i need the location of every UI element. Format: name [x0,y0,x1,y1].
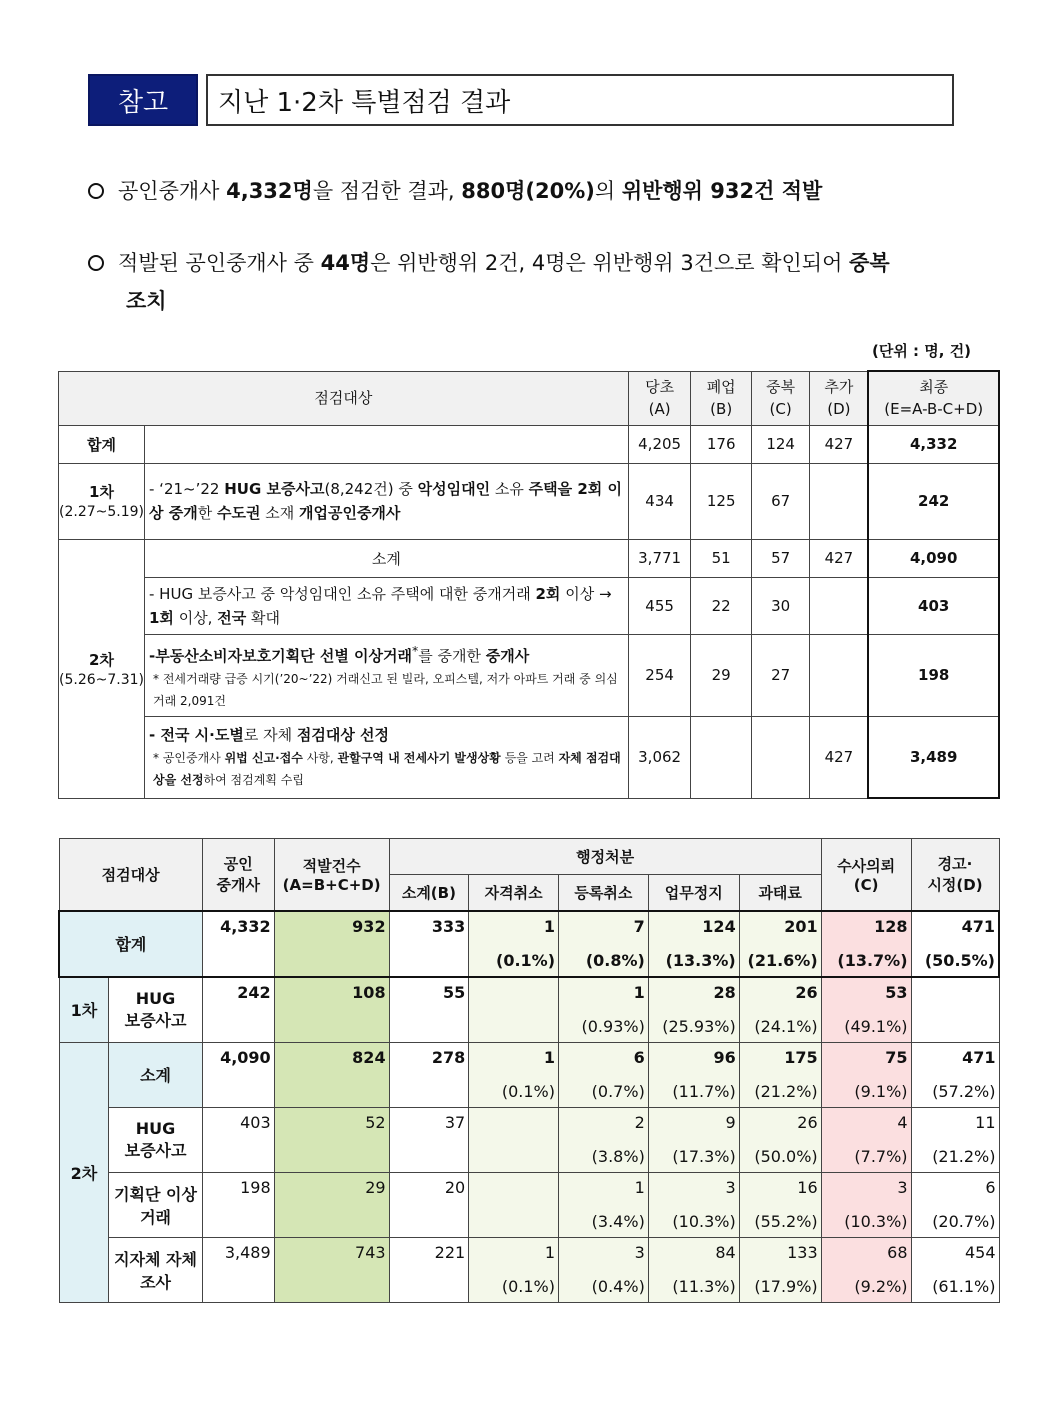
table-row-second-local: - 전국 시·도별로 자체 점검대상 선정 * 공인중개사 위법 신고·접수 사항, 관할구역 내 전세사기 발생상황 등을 고려 자체 점검대상을 선정하여 점검계획 수립 3,062 427 3,489 [59,716,1000,798]
section-header [88,74,954,126]
col-e: 최종 (E=A-B-C+D) [868,371,999,425]
table-row-second-hug: - HUG 보증사고 중 악성임대인 소유 주택에 대한 중개거래 2회 이상 → 1회 이상, 전국 확대 455 22 30 403 [59,577,1000,634]
table2-row-first-hug: 1차 HUG 보증사고 242 108 55 1 (0.93%) 28 (25.93%) 26 (24.1%) 53 (49.1%) [59,977,999,1043]
inspection-result-table [58,838,1000,1303]
col-a: 당초 (A) [628,371,691,425]
section-title: 지난 1·2차 특별점검 결과 [206,74,954,126]
table2-row-second-local: 지자체 자체 조사 3,489 743 221 1 (0.1%) 3 (0.4%) 84 (11.3%) 133 (17.9%) 68 (9.2%) 454 (61.1%) [59,1237,999,1302]
table-row-first: 1차 (2.27~5.19) - ‘21~’22 HUG 보증사고(8,242건) 중 악성임대인 소유 주택을 2회 이상 중개한 수도권 소재 개업공인중개사 434 125 67 242 [59,463,1000,539]
circle-bullet-icon [88,255,104,271]
col-target: 점검대상 [59,371,629,425]
col-c: 중복 (C) [751,371,809,425]
table2-header-row-2: 소계(B) 자격취소 등록취소 업무정지 과태료 [59,875,999,911]
table2-row-total: 합계 4,332 932 333 1 (0.1%) 7 (0.8%) 124 (13.3%) 201 (21.6%) 128 (13.7%) 471 (50.5%) [59,911,999,977]
reference-tag: 참고 [88,74,198,126]
bullet-2: 적발된 공인중개사 중 44명은 위반행위 2건, 4명은 위반행위 3건으로 확인되어 중복 조치 [88,244,968,320]
inspection-target-table [58,370,1000,799]
table2-header-row-1: 점검대상 공인 중개사 적발건수 (A=B+C+D) 행정처분 수사의뢰 (C) 경고· 시정(D) [59,839,999,875]
table2-row-second-hug: HUG 보증사고 403 52 37 2 (3.8%) 9 (17.3%) 26 (50.0%) 4 (7.7%) 11 (21.2%) [59,1107,999,1172]
circle-bullet-icon [88,183,104,199]
table-row-second-subtotal: 2차 (5.26~7.31) 소계 3,771 51 57 427 4,090 [59,539,1000,577]
table2-row-second-subtotal: 2차 소계 4,090 824 278 1 (0.1%) 6 (0.7%) 96 (11.7%) 175 (21.2%) 75 (9.1%) 471 (57.2%) [59,1042,999,1107]
bullet-1: 공인중개사 4,332명을 점검한 결과, 880명(20%)의 위반행위 932건 적발 [88,172,968,210]
col-b: 폐업 (B) [691,371,751,425]
table-row-second-planning: -부동산소비자보호기획단 선별 이상거래*를 중개한 중개사 * 전세거래량 급증 시기(’20~’22) 거래신고 된 빌라, 오피스텔, 저가 아파트 거래 중 의심거래 2,091건 254 29 27 198 [59,634,1000,716]
table2-row-second-planning: 기획단 이상 거래 198 29 20 1 (3.4%) 3 (10.3%) 16 (55.2%) 3 (10.3%) 6 (20.7%) [59,1172,999,1237]
unit-label: (단위 : 명, 건) [872,342,972,360]
table-row-total: 합계 4,205 176 124 427 4,332 [59,425,1000,463]
col-d: 추가 (D) [810,371,869,425]
table-header-row [59,371,1000,425]
